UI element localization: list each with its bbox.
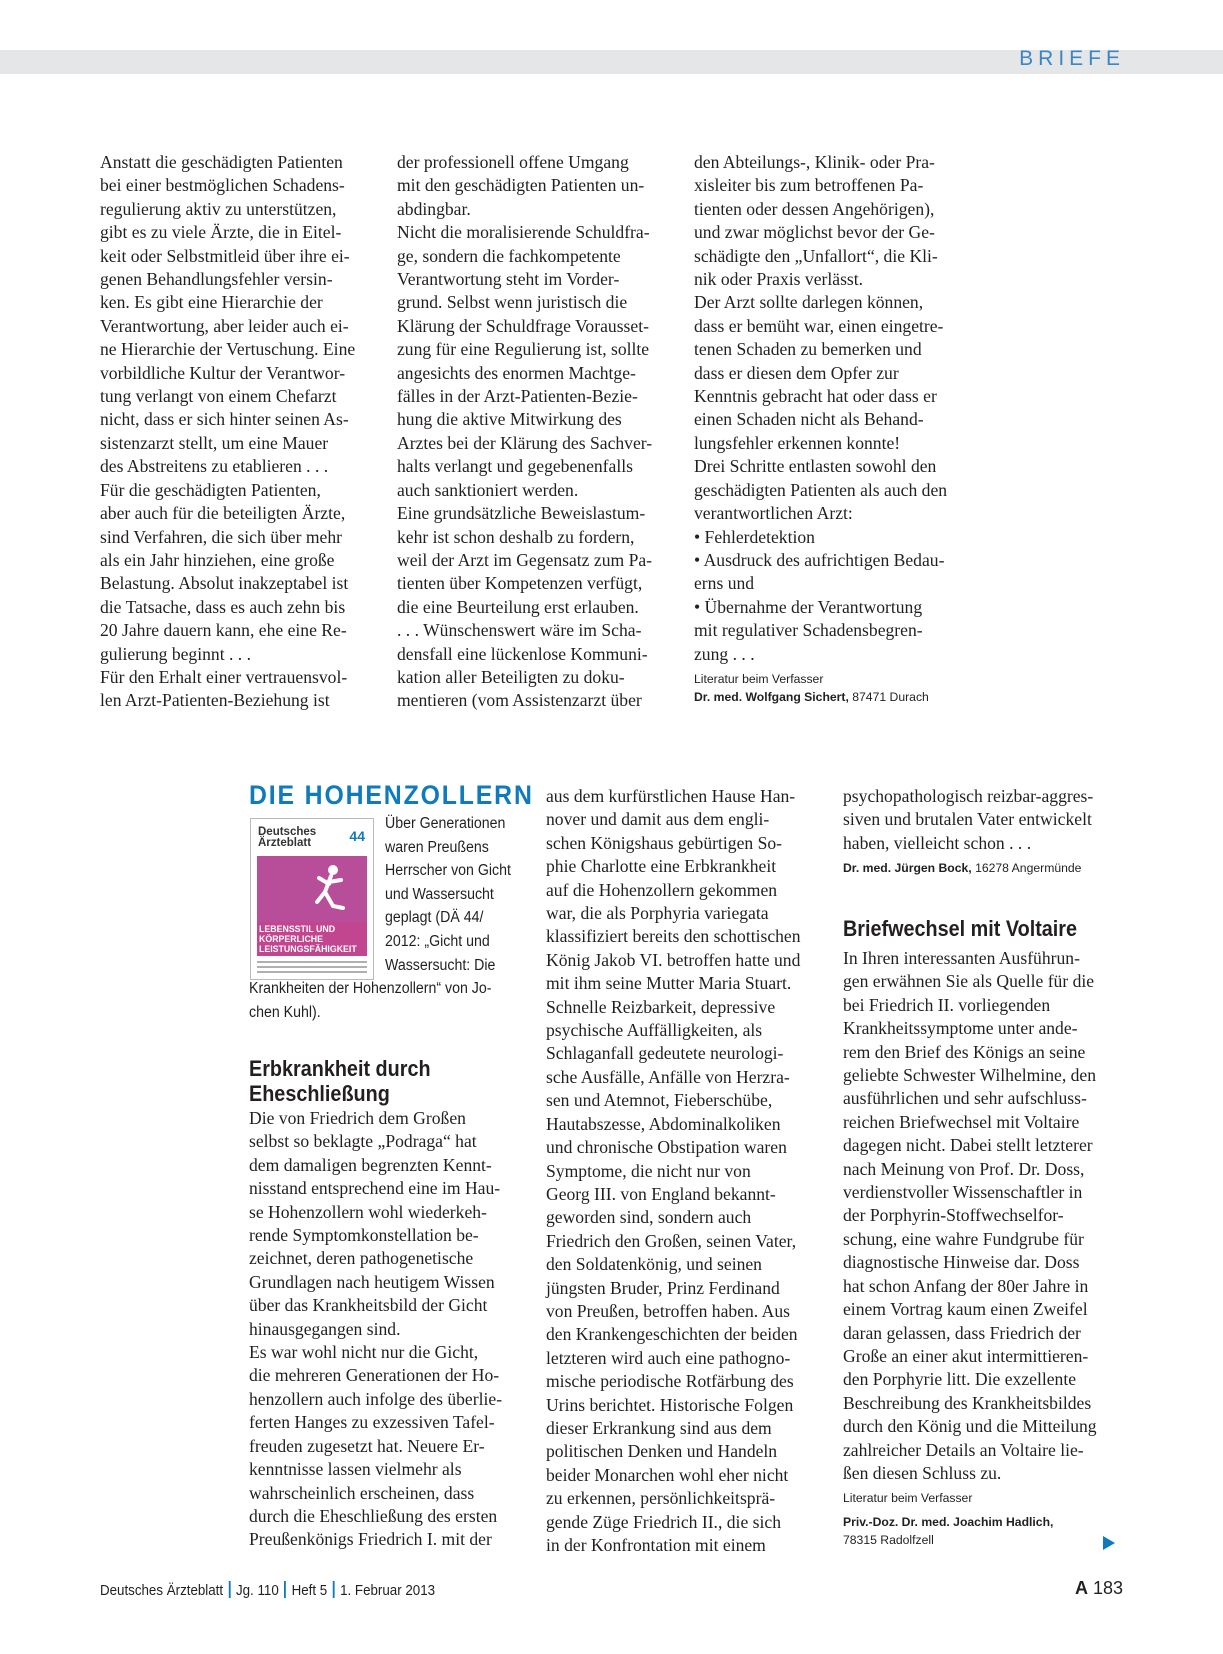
- text-line: chen Kuhl).: [249, 1003, 321, 1021]
- section-label: BRIEFE: [1019, 47, 1125, 70]
- letter-a-column-2: [546, 785, 826, 1557]
- text-line: ge, sondern die fachkompetente: [397, 245, 621, 266]
- text-line: hinausgegangen sind.: [249, 1318, 401, 1339]
- text-line: angesichts des enormen Machtge-: [397, 362, 636, 383]
- literature-note: Literatur beim Verfasser: [694, 671, 824, 686]
- text-line: grund. Selbst wenn juristisch die: [397, 292, 628, 313]
- text-line: aus dem kurfürstlichen Hause Han-: [546, 786, 796, 806]
- text-line: geworden sind, sondern auch: [546, 1207, 752, 1228]
- footer-issue: Heft 5: [291, 1583, 328, 1599]
- letter-a-column-3: [843, 785, 1123, 877]
- text-line: zeichnet, deren pathogenetische: [249, 1248, 474, 1269]
- text-line: mit den geschädigten Patienten un-: [397, 175, 645, 196]
- text-line: Urins berichtet. Historische Folgen: [546, 1394, 794, 1415]
- author-name: Dr. med. Wolfgang Sichert,: [694, 689, 849, 704]
- text-line: den Porphyrie litt. Die exzellente: [843, 1369, 1077, 1390]
- text-line: Belastung. Absolut inakzeptabel ist: [100, 573, 349, 594]
- text-line: siven und brutalen Vater entwickelt: [843, 809, 1092, 830]
- text-line: fälles in der Arzt-Patienten-Bezie-: [397, 386, 638, 407]
- text-line: der professionell offene Umgang: [397, 152, 629, 172]
- text-line: klassifiziert bereits den schottischen: [546, 926, 801, 947]
- text-line: Es war wohl nicht nur die Gicht,: [249, 1342, 479, 1363]
- text-line: gende Züge Friedrich II., die sich: [546, 1511, 781, 1532]
- text-line: reichen Briefwechsel mit Voltaire: [843, 1111, 1080, 1132]
- text-line: nisstand entsprechend eine im Hau-: [249, 1178, 501, 1199]
- text-line: dagegen nicht. Dabei stellt letzterer: [843, 1135, 1093, 1156]
- text-line: keit oder Selbstmitleid über ihre ei-: [100, 245, 350, 266]
- text-line: ferten Hanges zu exzessiven Tafel-: [249, 1412, 495, 1433]
- footer-volume: Jg. 110: [235, 1583, 279, 1599]
- text-line: einem Vortrag kaum einen Zweifel: [843, 1299, 1088, 1320]
- footer-journal: Deutsches Ärzteblatt: [100, 1583, 224, 1599]
- text-line: haben, vielleicht schon . . .: [843, 832, 1032, 853]
- text-line: dass er diesen dem Opfer zur: [694, 362, 899, 383]
- text-line: Wassersucht: Die: [385, 956, 496, 974]
- text-line: dem damaligen begrenzten Kennt-: [249, 1154, 492, 1175]
- author-name: [843, 1513, 1123, 1531]
- letter-b-heading: Briefwechsel mit Voltaire: [843, 916, 1078, 941]
- text-line: den Soldatenkönig, und seinen: [546, 1254, 762, 1275]
- footer-citation: [100, 1581, 435, 1599]
- cover-logo-line1: Deutsches: [258, 826, 317, 838]
- text-line: sistenzarzt stellt, um eine Mauer: [100, 432, 329, 453]
- page-number: [1075, 1578, 1123, 1599]
- text-line: kation aller Beteiligten zu doku-: [397, 666, 625, 687]
- text-line: durch die Eheschließung des ersten: [249, 1505, 498, 1526]
- text-line: beider Monarchen wohl eher nicht: [546, 1464, 789, 1485]
- text-line: mit regulativer Schadensbegren-: [694, 620, 923, 641]
- text-line: geschädigten Patienten als auch den: [694, 479, 948, 500]
- text-line: Die von Friedrich dem Großen: [249, 1108, 466, 1128]
- text-line: Eheschließung: [249, 1081, 390, 1106]
- text-line: kehr ist schon deshalb zu fordern,: [397, 526, 635, 547]
- text-line: In Ihren interessanten Ausführun-: [843, 948, 1080, 968]
- text-line: auch sanktioniert werden.: [397, 479, 579, 500]
- text-line: Eine grundsätzliche Beweislastum-: [397, 503, 646, 524]
- author-name: Dr. med. Jürgen Bock,: [843, 861, 972, 876]
- letter-a-heading: [249, 1056, 431, 1106]
- text-line: die Tatsache, dass es auch zehn bis: [100, 596, 346, 617]
- text-line: psychische Auffälligkeiten, als: [546, 1020, 763, 1041]
- letter-b-signature: [843, 1489, 1123, 1549]
- text-line: die eine Beurteilung erst erlauben.: [397, 596, 639, 617]
- letter-b-body: [843, 947, 1123, 1549]
- text-line: aber auch für die beteiligten Ärzte,: [100, 503, 346, 524]
- continue-arrow-icon[interactable]: [1103, 1536, 1115, 1550]
- text-line: tenen Schaden zu bemerken und: [694, 339, 922, 360]
- text-line: zu erkennen, persönlichkeitsprä-: [546, 1488, 776, 1509]
- text-line: Der Arzt sollte darlegen können,: [694, 292, 924, 313]
- text-line: bei einer bestmöglichen Schadens-: [100, 175, 345, 196]
- text-line: einen Schaden nicht als Behand-: [694, 409, 924, 430]
- text-line: Schlaganfall gedeutete neurologi-: [546, 1043, 784, 1064]
- text-line: tienten über Kompetenzen verfügt,: [397, 573, 643, 594]
- footer-divider: [333, 1581, 335, 1598]
- text-line: Erbkrankheit durch: [249, 1056, 431, 1081]
- letter1-column-3: [694, 151, 984, 706]
- text-line: politischen Denken und Handeln: [546, 1441, 778, 1462]
- text-line: selbst so beklagte „Podraga“ hat: [249, 1131, 477, 1152]
- text-line: der Porphyrin-Stoffwechselfor-: [843, 1205, 1064, 1226]
- cover-fine-print: [257, 961, 367, 975]
- text-line: henzollern auch infolge des überlie-: [249, 1388, 503, 1409]
- text-line: ne Hierarchie der Vertuschung. Eine: [100, 339, 356, 360]
- text-line: Nicht die moralisierende Schuldfra-: [397, 222, 650, 243]
- text-line: als ein Jahr hinziehen, eine große: [100, 549, 335, 570]
- author-place: 16278 Angermünde: [971, 861, 1082, 876]
- text-line: vorbildliche Kultur der Verantwor-: [100, 362, 346, 383]
- text-line: gulierung beginnt . . .: [100, 643, 251, 664]
- cover-logo: [258, 827, 316, 849]
- text-line: von Preußen, betroffen haben. Aus: [546, 1300, 790, 1321]
- text-line: Arztes bei der Klärung des Sachver-: [397, 432, 653, 453]
- text-line: ken. Es gibt eine Hierarchie der: [100, 292, 323, 313]
- text-line: durch den König und die Mitteilung: [843, 1416, 1097, 1437]
- text-line: sen und Atemnot, Fieberschübe,: [546, 1090, 773, 1111]
- text-line: tung verlangt von einem Chefarzt: [100, 386, 337, 407]
- letter1-column-2: [397, 151, 677, 713]
- text-line: hung die aktive Mitwirkung des: [397, 409, 622, 430]
- text-line: Symptome, die nicht nur von: [546, 1160, 751, 1181]
- text-line: in der Konfrontation mit einem: [546, 1535, 766, 1555]
- text-line: letzteren wird auch eine pathogno-: [546, 1347, 791, 1368]
- author-place: 87471 Durach: [848, 689, 929, 704]
- text-line: Herrscher von Gicht: [385, 862, 511, 880]
- letter1-signature: [694, 670, 984, 706]
- cover-illustration: [257, 856, 367, 922]
- text-line: psychopathologisch reizbar-aggres-: [843, 786, 1094, 806]
- text-line: • Ausdruck des aufrichtigen Bedau-: [694, 549, 945, 570]
- text-line: regulierung aktiv zu unterstützen,: [100, 198, 337, 219]
- text-line: des Abstreitens zu etablieren . . .: [100, 456, 329, 477]
- text-line: • Fehlerdetektion: [694, 526, 815, 547]
- text-line: dass er bemüht war, einen eingetre-: [694, 315, 944, 336]
- text-line: Drei Schritte entlasten sowohl den: [694, 456, 937, 477]
- text-line: verdienstvoller Wissenschaftler in: [843, 1182, 1083, 1203]
- text-line: den Krankengeschichten der beiden: [546, 1324, 798, 1345]
- text-line: schädigte den „Unfallort“, die Kli-: [694, 245, 938, 266]
- magazine-cover-image: [250, 818, 374, 980]
- text-line: nach Meinung von Prof. Dr. Doss,: [843, 1158, 1085, 1179]
- text-line: bei Friedrich II. vorliegenden: [843, 994, 1051, 1015]
- text-line: Krankheiten der Hohenzollern“ von Jo-: [249, 980, 492, 997]
- text-line: zahlreicher Details an Voltaire lie-: [843, 1439, 1084, 1460]
- text-line: hat schon Anfang der 80er Jahre in: [843, 1275, 1089, 1296]
- text-line: 2012: „Gicht und: [385, 932, 490, 950]
- footer-divider: [229, 1581, 231, 1598]
- text-line: ausführlichen und sehr aufschluss-: [843, 1088, 1087, 1109]
- text-line: nicht, dass er sich hinter seinen As-: [100, 409, 349, 430]
- text-line: Verantwortung, aber leider auch ei-: [100, 315, 349, 336]
- text-line: jüngsten Bruder, Prinz Ferdinand: [546, 1277, 780, 1298]
- text-line: die mehreren Generationen der Ho-: [249, 1365, 500, 1386]
- page-number-value: 183: [1092, 1578, 1123, 1598]
- text-line: auf die Hohenzollern gekommen: [546, 879, 778, 900]
- page-prefix: A: [1074, 1578, 1088, 1598]
- text-line: . . . Wünschenswert wäre im Scha-: [397, 620, 642, 641]
- text-line: dieser Erkrankung sind aus dem: [546, 1417, 772, 1438]
- section-heading: DIE HOHENZOLLERN: [249, 780, 534, 810]
- text-line: wahrscheinlich erscheinen, dass: [249, 1482, 475, 1503]
- footer-date: 1. Februar 2013: [340, 1583, 436, 1599]
- athlete-figure-icon: [313, 862, 347, 916]
- text-line: waren Preußens: [385, 838, 489, 856]
- text-line: Friedrich den Großen, seinen Vater,: [546, 1230, 797, 1251]
- text-line: Anstatt die geschädigten Patienten: [100, 152, 343, 172]
- text-line: mische periodische Rotfärbung des: [546, 1371, 794, 1392]
- text-line: und Wassersucht: [385, 885, 494, 903]
- cover-headline-line3: LEISTUNGSFÄHIGKEIT: [259, 944, 357, 954]
- intro-text-continued: [249, 977, 491, 1024]
- text-line: verantwortlichen Arzt:: [694, 503, 853, 524]
- text-line: Schnelle Reizbarkeit, depressive: [546, 996, 776, 1017]
- text-line: schen Königshaus gebürtigen So-: [546, 832, 783, 853]
- intro-text: [385, 812, 511, 977]
- cover-headline: [257, 922, 367, 956]
- text-line: sind Verfahren, die sich über mehr: [100, 526, 342, 547]
- text-line: diagnostische Hinweise dar. Doss: [843, 1252, 1080, 1273]
- text-line: Krankheitssymptome unter ande-: [843, 1018, 1078, 1039]
- text-line: Große an einer akut intermittieren-: [843, 1345, 1089, 1366]
- text-line: genen Behandlungsfehler versin-: [100, 269, 333, 290]
- text-line: mit ihm seine Mutter Maria Stuart.: [546, 973, 792, 994]
- text-line: kenntnisse lassen vielmehr als: [249, 1459, 462, 1480]
- letter-b-text: [843, 947, 1123, 1485]
- text-line: über das Krankheitsbild der Gicht: [249, 1295, 488, 1316]
- text-line: erns und: [694, 573, 755, 594]
- text-line: rem den Brief des Königs an seine: [843, 1041, 1086, 1062]
- text-line: 20 Jahre dauern kann, ehe eine Re-: [100, 620, 347, 641]
- text-line: und chronische Obstipation waren: [546, 1137, 787, 1158]
- text-line: Grundlagen nach heutigem Wissen: [249, 1271, 495, 1292]
- text-line: Hautabszesse, Abdominalkoliken: [546, 1113, 781, 1134]
- text-line: ßen diesen Schluss zu.: [843, 1462, 1002, 1483]
- letter-a-column-3-text: [843, 785, 1123, 855]
- text-line: rende Symptomkonstellation be-: [249, 1225, 479, 1246]
- text-line: xisleiter bis zum betroffenen Pa-: [694, 175, 924, 196]
- text-line: mentieren (vom Assistenzarzt über: [397, 690, 642, 711]
- text-line: densfall eine lückenlose Kommuni-: [397, 643, 648, 664]
- text-line: se Hohenzollern wohl wiederkeh-: [249, 1201, 487, 1222]
- author-line: [843, 859, 1123, 877]
- cover-logo-line2: Ärzteblatt: [258, 837, 312, 849]
- text-line: war, die als Porphyria variegata: [546, 903, 769, 924]
- text-line: • Übernahme der Verantwortung: [694, 596, 923, 617]
- cover-headline-line1: LEBENSSTIL UND: [259, 924, 336, 934]
- text-line: sche Ausfälle, Anfälle von Herzra-: [546, 1066, 790, 1087]
- text-line: Klärung der Schuldfrage Vorausset-: [397, 315, 649, 336]
- text-line: freuden zugesetzt hat. Neuere Er-: [249, 1435, 485, 1456]
- text-line: Für die geschädigten Patienten,: [100, 479, 321, 500]
- footer-divider: [284, 1581, 286, 1598]
- text-line: geplagt (DÄ 44/: [385, 909, 484, 927]
- text-line: Georg III. von England bekannt-: [546, 1183, 776, 1204]
- author-name-text: Priv.-Doz. Dr. med. Joachim Hadlich,: [843, 1515, 1054, 1530]
- text-line: geliebte Schwester Wilhelmine, den: [843, 1065, 1097, 1086]
- text-line: weil der Arzt im Gegensatz zum Pa-: [397, 549, 653, 570]
- text-line: zung für eine Regulierung ist, sollte: [397, 339, 650, 360]
- text-line: gibt es zu viele Ärzte, die in Eitel-: [100, 222, 342, 243]
- text-line: len Arzt-Patienten-Beziehung ist: [100, 690, 330, 711]
- literature-note: Literatur beim Verfasser: [843, 1491, 973, 1506]
- letter1-column-1: [100, 151, 380, 713]
- text-line: daran gelassen, dass Friedrich der: [843, 1322, 1081, 1343]
- text-line: zung . . .: [694, 643, 755, 664]
- text-line: nik oder Praxis verlässt.: [694, 269, 864, 290]
- cover-issue-number: 44: [349, 828, 365, 844]
- text-line: Preußenkönigs Friedrich I. mit der: [249, 1529, 492, 1550]
- text-line: den Abteilungs-, Klinik- oder Pra-: [694, 152, 935, 172]
- cover-headline-line2: KÖRPERLICHE: [259, 934, 324, 944]
- text-line: schung, eine wahre Fundgrube für: [843, 1228, 1084, 1249]
- text-line: lungsfehler erkennen konnte!: [694, 432, 901, 453]
- text-line: Für den Erhalt einer vertrauensvol-: [100, 666, 348, 687]
- author-line: [694, 688, 984, 706]
- text-line: tienten oder dessen Angehörigen),: [694, 198, 935, 219]
- text-line: gen erwähnen Sie als Quelle für die: [843, 971, 1095, 992]
- text-line: halts verlangt und gegebenenfalls: [397, 456, 633, 477]
- letter1-column-3-text: [694, 151, 984, 666]
- text-line: und zwar möglichst bevor der Ge-: [694, 222, 935, 243]
- text-line: Verantwortung steht im Vorder-: [397, 269, 620, 290]
- letter-a-column-1: [249, 1107, 529, 1552]
- text-line: Beschreibung des Krankheitsbildes: [843, 1392, 1092, 1413]
- author-place: 78315 Radolfzell: [843, 1533, 934, 1548]
- text-line: nover und damit aus dem engli-: [546, 809, 770, 830]
- text-line: König Jakob VI. betroffen hatte und: [546, 949, 801, 970]
- text-line: phie Charlotte eine Erbkrankheit: [546, 856, 777, 877]
- text-line: Über Generationen: [385, 815, 506, 832]
- text-line: Kenntnis gebracht hat oder dass er: [694, 386, 937, 407]
- text-line: abdingbar.: [397, 198, 471, 219]
